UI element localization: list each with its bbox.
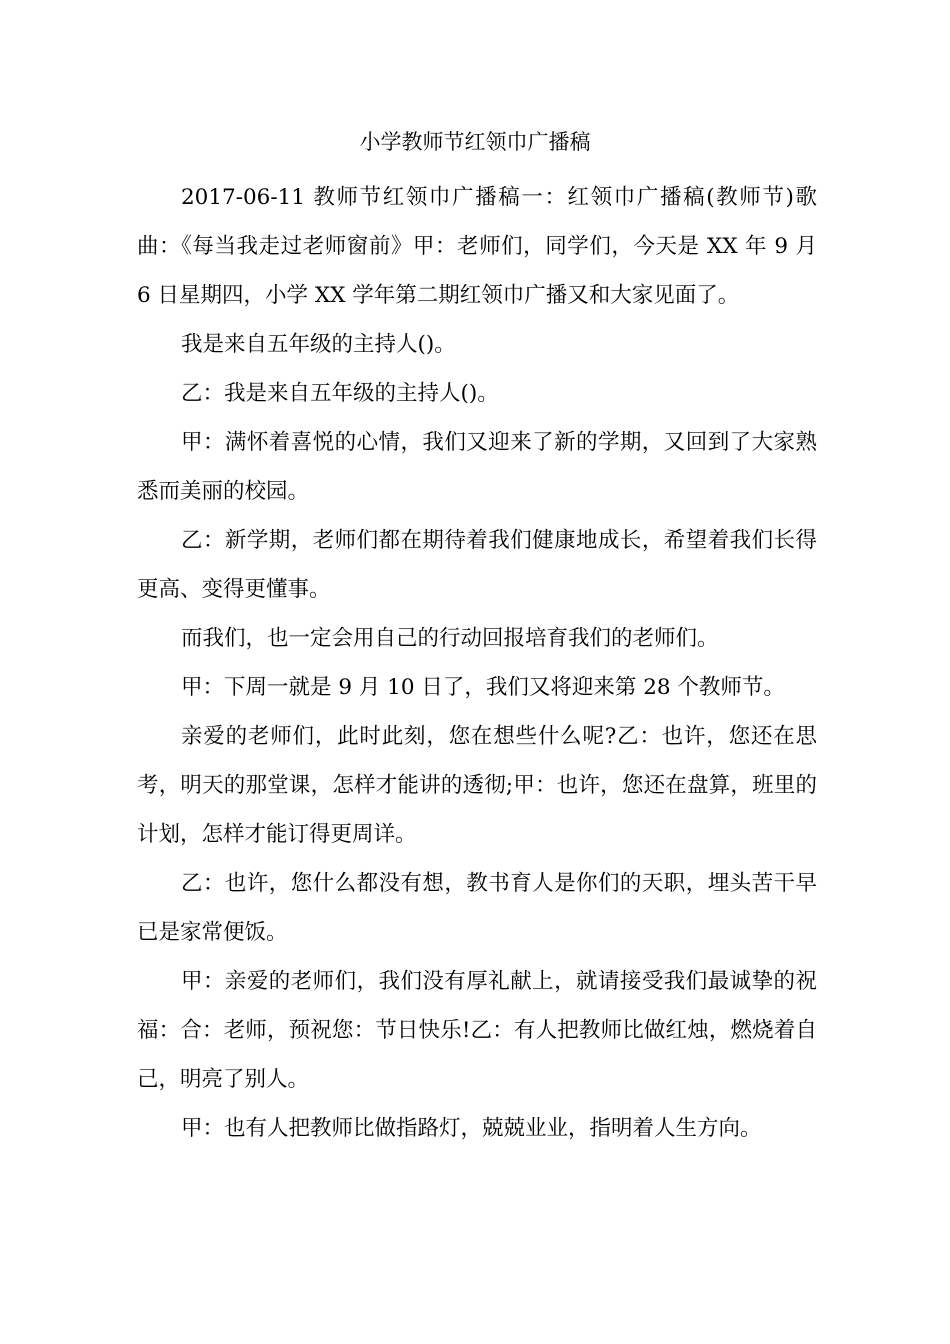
- document-title: 小学教师节红领巾广播稿: [359, 130, 591, 154]
- document-body: [137, 173, 824, 1153]
- paragraph: 乙：新学期，老师们都在期待着我们健康地成长，希望着我们长得更高、变得更懂事。: [137, 528, 817, 602]
- paragraph: 亲爱的老师们，此时此刻，您在想些什么呢?乙：也许，您还在思考，明天的那堂课，怎样才能讲的透彻;甲：也许，您还在盘算，班里的计划，怎样才能订得更周详。: [137, 724, 817, 847]
- paragraph: 甲：亲爱的老师们，我们没有厚礼献上，就请接受我们最诚挚的祝福：合：老师，预祝您：节日快乐!乙：有人把教师比做红烛，燃烧着自己，明亮了别人。: [137, 969, 817, 1092]
- paragraph: 乙：我是来自五年级的主持人()。: [181, 381, 499, 406]
- paragraph: 乙：也许，您什么都没有想，教书育人是你们的天职，埋头苦干早已是家常便饭。: [137, 871, 817, 945]
- paragraph: 2017-06-11 教师节红领巾广播稿一：红领巾广播稿(教师节)歌曲：《每当我走过老师窗前》甲：老师们，同学们，今天是 XX 年 9 月 6 日星期四，小学 XX 学年第二期红领巾广播又和大家见面了。: [137, 185, 824, 308]
- paragraph: 甲：下周一就是 9 月 10 日了，我们又将迎来第 28 个教师节。: [181, 675, 785, 700]
- paragraph: 而我们，也一定会用自己的行动回报培育我们的老师们。: [181, 626, 719, 651]
- paragraph: 甲：也有人把教师比做指路灯，兢兢业业，指明着人生方向。: [181, 1116, 762, 1141]
- paragraph: 甲：满怀着喜悦的心情，我们又迎来了新的学期，又回到了大家熟悉而美丽的校园。: [137, 430, 817, 504]
- paragraph: 我是来自五年级的主持人()。: [181, 332, 456, 357]
